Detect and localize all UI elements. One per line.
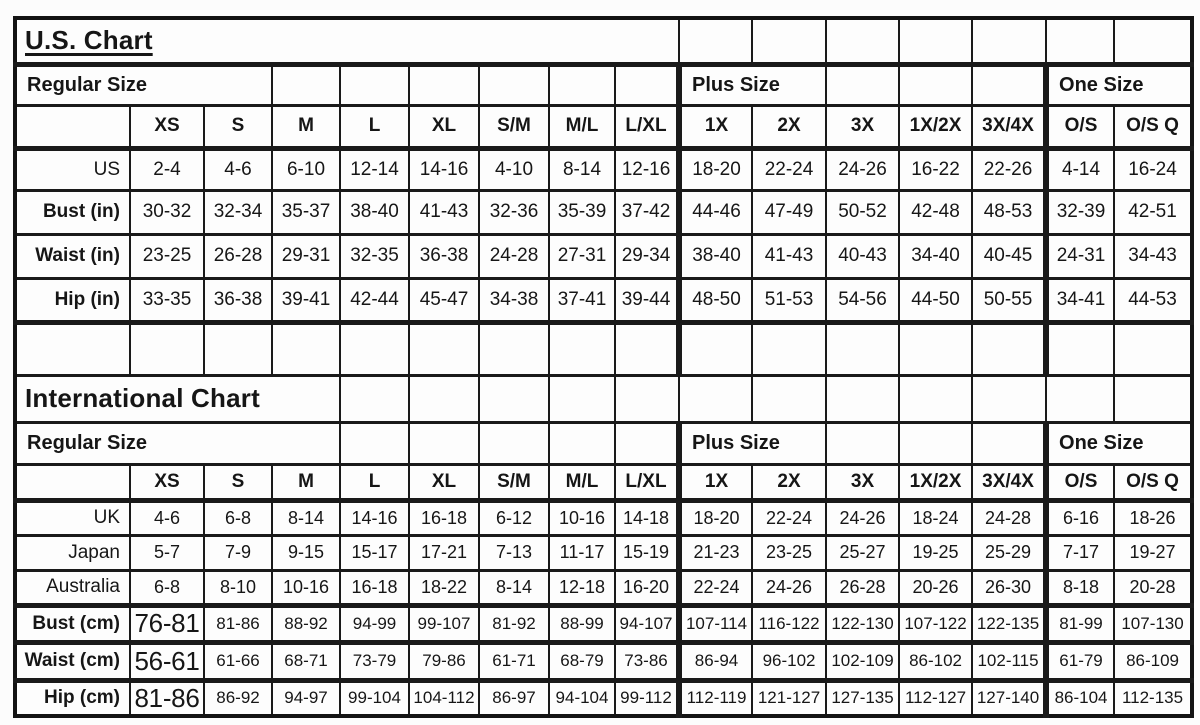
empty-cell <box>15 464 130 500</box>
size-value-cell: 26-30 <box>972 570 1046 605</box>
size-value-cell: 25-29 <box>972 535 1046 570</box>
empty-cell <box>340 64 409 105</box>
section-label-regular-size: Regular Size <box>15 64 272 105</box>
size-value-cell: 16-18 <box>340 570 409 605</box>
size-value-cell: 47-49 <box>752 190 826 234</box>
size-value-cell: 50-52 <box>826 190 899 234</box>
size-value-cell: 127-140 <box>972 680 1046 716</box>
size-value-cell: 37-41 <box>549 278 615 322</box>
size-value-cell: 107-122 <box>899 605 972 642</box>
row-label-uk: UK <box>15 500 130 535</box>
column-header-m: M <box>272 105 340 148</box>
size-value-cell: 39-44 <box>615 278 679 322</box>
size-value-cell: 23-25 <box>752 535 826 570</box>
row-label-waist-in: Waist (in) <box>15 234 130 278</box>
column-header-o-s-q: O/S Q <box>1114 105 1192 148</box>
size-value-cell: 15-17 <box>340 535 409 570</box>
column-header-s: S <box>204 105 272 148</box>
column-header-3x-4x: 3X/4X <box>972 464 1046 500</box>
size-value-cell: 41-43 <box>409 190 479 234</box>
empty-cell <box>204 322 272 375</box>
row-label-bust-cm: Bust (cm) <box>15 605 130 642</box>
empty-cell <box>752 375 826 422</box>
size-value-cell: 102-109 <box>826 642 899 680</box>
data-row-waist-in <box>15 234 1192 278</box>
empty-cell <box>1046 322 1114 375</box>
column-header-o-s: O/S <box>1046 464 1114 500</box>
empty-cell <box>409 322 479 375</box>
column-header-s-m: S/M <box>479 464 549 500</box>
empty-cell <box>899 64 972 105</box>
size-value-cell: 107-114 <box>679 605 752 642</box>
size-value-cell: 81-86 <box>204 605 272 642</box>
size-value-cell: 34-38 <box>479 278 549 322</box>
column-header-3x: 3X <box>826 105 899 148</box>
size-value-cell: 36-38 <box>409 234 479 278</box>
empty-cell <box>679 18 752 64</box>
empty-cell <box>1114 18 1192 64</box>
size-value-cell: 79-86 <box>409 642 479 680</box>
size-value-cell: 18-24 <box>899 500 972 535</box>
size-value-cell: 86-97 <box>479 680 549 716</box>
column-header-l-xl: L/XL <box>615 464 679 500</box>
size-value-cell: 2-4 <box>130 148 204 190</box>
size-value-cell: 96-102 <box>752 642 826 680</box>
chart-title-international-chart: International Chart <box>15 375 340 422</box>
empty-cell <box>549 64 615 105</box>
empty-cell <box>1114 375 1192 422</box>
size-value-cell: 56-61 <box>130 642 204 680</box>
column-header-l-xl: L/XL <box>615 105 679 148</box>
empty-cell <box>15 105 130 148</box>
size-chart-sheet <box>13 16 1194 718</box>
size-value-cell: 61-66 <box>204 642 272 680</box>
column-header-xs: XS <box>130 105 204 148</box>
column-header-o-s: O/S <box>1046 105 1114 148</box>
size-value-cell: 9-15 <box>272 535 340 570</box>
data-row-bust-in <box>15 190 1192 234</box>
empty-cell <box>409 64 479 105</box>
size-value-cell: 99-112 <box>615 680 679 716</box>
empty-cell <box>826 64 899 105</box>
size-value-cell: 41-43 <box>752 234 826 278</box>
empty-cell <box>826 375 899 422</box>
size-value-cell: 22-26 <box>972 148 1046 190</box>
size-value-cell: 99-107 <box>409 605 479 642</box>
size-value-cell: 24-28 <box>972 500 1046 535</box>
size-value-cell: 34-43 <box>1114 234 1192 278</box>
size-value-cell: 16-18 <box>409 500 479 535</box>
size-value-cell: 42-44 <box>340 278 409 322</box>
size-value-cell: 18-22 <box>409 570 479 605</box>
size-value-cell: 8-14 <box>272 500 340 535</box>
empty-cell <box>972 375 1046 422</box>
size-value-cell: 44-53 <box>1114 278 1192 322</box>
size-value-cell: 44-46 <box>679 190 752 234</box>
empty-cell <box>615 64 679 105</box>
empty-cell <box>972 18 1046 64</box>
size-value-cell: 10-16 <box>549 500 615 535</box>
empty-cell <box>549 375 615 422</box>
empty-cell <box>549 322 615 375</box>
size-value-cell: 40-43 <box>826 234 899 278</box>
empty-cell <box>479 375 549 422</box>
size-value-cell: 112-127 <box>899 680 972 716</box>
column-header-xs: XS <box>130 464 204 500</box>
chart-title-row <box>15 375 1192 422</box>
row-label-waist-cm: Waist (cm) <box>15 642 130 680</box>
size-value-cell: 8-14 <box>479 570 549 605</box>
size-value-cell: 94-97 <box>272 680 340 716</box>
size-value-cell: 24-26 <box>752 570 826 605</box>
column-header-m: M <box>272 464 340 500</box>
size-value-cell: 26-28 <box>204 234 272 278</box>
column-header-2x: 2X <box>752 105 826 148</box>
column-header-m-l: M/L <box>549 105 615 148</box>
empty-cell <box>972 322 1046 375</box>
chart-title-u-s-chart: U.S. Chart <box>15 18 679 64</box>
size-value-cell: 4-14 <box>1046 148 1114 190</box>
size-value-cell: 73-86 <box>615 642 679 680</box>
empty-cell <box>15 322 130 375</box>
size-value-cell: 94-107 <box>615 605 679 642</box>
size-value-cell: 10-16 <box>272 570 340 605</box>
section-label-one-size: One Size <box>1046 422 1192 464</box>
column-header-2x: 2X <box>752 464 826 500</box>
size-value-cell: 39-41 <box>272 278 340 322</box>
size-value-cell: 12-16 <box>615 148 679 190</box>
size-value-cell: 18-26 <box>1114 500 1192 535</box>
column-header-1x: 1X <box>679 464 752 500</box>
section-label-one-size: One Size <box>1046 64 1192 105</box>
size-value-cell: 24-28 <box>479 234 549 278</box>
empty-cell <box>752 18 826 64</box>
size-value-cell: 18-20 <box>679 148 752 190</box>
empty-cell <box>615 375 679 422</box>
size-value-cell: 81-86 <box>130 680 204 716</box>
size-value-cell: 7-13 <box>479 535 549 570</box>
size-value-cell: 88-92 <box>272 605 340 642</box>
size-value-cell: 34-40 <box>899 234 972 278</box>
size-value-cell: 107-130 <box>1114 605 1192 642</box>
empty-cell <box>615 422 679 464</box>
size-value-cell: 86-92 <box>204 680 272 716</box>
column-header-xl: XL <box>409 464 479 500</box>
size-value-cell: 116-122 <box>752 605 826 642</box>
size-value-cell: 68-71 <box>272 642 340 680</box>
size-value-cell: 6-12 <box>479 500 549 535</box>
size-chart-body <box>15 18 1192 716</box>
size-value-cell: 88-99 <box>549 605 615 642</box>
column-header-m-l: M/L <box>549 464 615 500</box>
section-label-plus-size: Plus Size <box>679 64 826 105</box>
size-value-cell: 14-16 <box>340 500 409 535</box>
size-value-cell: 99-104 <box>340 680 409 716</box>
size-value-cell: 8-14 <box>549 148 615 190</box>
size-value-cell: 127-135 <box>826 680 899 716</box>
size-value-cell: 19-25 <box>899 535 972 570</box>
size-value-cell: 68-79 <box>549 642 615 680</box>
size-value-cell: 8-10 <box>204 570 272 605</box>
row-label-us: US <box>15 148 130 190</box>
empty-cell <box>479 422 549 464</box>
empty-cell <box>899 322 972 375</box>
data-row-bust-cm <box>15 605 1192 642</box>
column-header-1x-2x: 1X/2X <box>899 464 972 500</box>
size-value-cell: 104-112 <box>409 680 479 716</box>
empty-cell <box>479 322 549 375</box>
size-value-cell: 29-31 <box>272 234 340 278</box>
size-value-cell: 6-8 <box>204 500 272 535</box>
size-value-cell: 86-94 <box>679 642 752 680</box>
size-value-cell: 22-24 <box>679 570 752 605</box>
size-value-cell: 24-26 <box>826 148 899 190</box>
empty-cell <box>549 422 615 464</box>
size-value-cell: 45-47 <box>409 278 479 322</box>
empty-cell <box>340 375 409 422</box>
size-value-cell: 4-10 <box>479 148 549 190</box>
size-value-cell: 14-18 <box>615 500 679 535</box>
size-value-cell: 7-17 <box>1046 535 1114 570</box>
size-value-cell: 35-39 <box>549 190 615 234</box>
size-value-cell: 22-24 <box>752 148 826 190</box>
size-value-cell: 36-38 <box>204 278 272 322</box>
row-label-hip-in: Hip (in) <box>15 278 130 322</box>
size-value-cell: 7-9 <box>204 535 272 570</box>
data-row-australia <box>15 570 1192 605</box>
size-value-cell: 33-35 <box>130 278 204 322</box>
empty-cell <box>272 64 340 105</box>
size-header-row <box>15 105 1192 148</box>
size-value-cell: 29-34 <box>615 234 679 278</box>
size-value-cell: 38-40 <box>679 234 752 278</box>
data-row-hip-in <box>15 278 1192 322</box>
size-value-cell: 19-27 <box>1114 535 1192 570</box>
size-value-cell: 25-27 <box>826 535 899 570</box>
data-row-us <box>15 148 1192 190</box>
data-row-hip-cm <box>15 680 1192 716</box>
empty-cell <box>130 322 204 375</box>
size-value-cell: 38-40 <box>340 190 409 234</box>
size-value-cell: 6-10 <box>272 148 340 190</box>
size-value-cell: 35-37 <box>272 190 340 234</box>
column-header-1x: 1X <box>679 105 752 148</box>
size-value-cell: 17-21 <box>409 535 479 570</box>
size-value-cell: 81-92 <box>479 605 549 642</box>
size-value-cell: 4-6 <box>130 500 204 535</box>
size-value-cell: 48-50 <box>679 278 752 322</box>
column-header-xl: XL <box>409 105 479 148</box>
empty-cell <box>272 322 340 375</box>
size-value-cell: 32-36 <box>479 190 549 234</box>
size-value-cell: 12-14 <box>340 148 409 190</box>
size-value-cell: 21-23 <box>679 535 752 570</box>
empty-cell <box>972 64 1046 105</box>
size-chart-table <box>13 16 1194 718</box>
size-value-cell: 22-24 <box>752 500 826 535</box>
size-value-cell: 16-24 <box>1114 148 1192 190</box>
empty-cell <box>409 422 479 464</box>
size-value-cell: 86-109 <box>1114 642 1192 680</box>
size-value-cell: 14-16 <box>409 148 479 190</box>
size-value-cell: 48-53 <box>972 190 1046 234</box>
empty-cell <box>899 18 972 64</box>
row-label-hip-cm: Hip (cm) <box>15 680 130 716</box>
size-value-cell: 102-115 <box>972 642 1046 680</box>
size-value-cell: 51-53 <box>752 278 826 322</box>
size-value-cell: 27-31 <box>549 234 615 278</box>
empty-cell <box>752 322 826 375</box>
column-header-l: L <box>340 105 409 148</box>
empty-cell <box>899 375 972 422</box>
size-value-cell: 34-41 <box>1046 278 1114 322</box>
size-value-cell: 112-135 <box>1114 680 1192 716</box>
empty-cell <box>1114 322 1192 375</box>
size-value-cell: 6-16 <box>1046 500 1114 535</box>
size-header-row <box>15 464 1192 500</box>
empty-cell <box>340 422 409 464</box>
section-row <box>15 422 1192 464</box>
column-header-1x-2x: 1X/2X <box>899 105 972 148</box>
size-value-cell: 18-20 <box>679 500 752 535</box>
size-value-cell: 112-119 <box>679 680 752 716</box>
size-value-cell: 86-104 <box>1046 680 1114 716</box>
size-value-cell: 32-39 <box>1046 190 1114 234</box>
size-value-cell: 81-99 <box>1046 605 1114 642</box>
size-value-cell: 86-102 <box>899 642 972 680</box>
size-value-cell: 76-81 <box>130 605 204 642</box>
empty-cell <box>615 322 679 375</box>
empty-cell <box>826 422 899 464</box>
row-label-japan: Japan <box>15 535 130 570</box>
row-label-australia: Australia <box>15 570 130 605</box>
empty-cell <box>340 322 409 375</box>
empty-cell <box>479 64 549 105</box>
data-row-waist-cm <box>15 642 1192 680</box>
size-value-cell: 44-50 <box>899 278 972 322</box>
size-value-cell: 24-31 <box>1046 234 1114 278</box>
size-value-cell: 15-19 <box>615 535 679 570</box>
size-value-cell: 50-55 <box>972 278 1046 322</box>
chart-title-row <box>15 18 1192 64</box>
column-header-o-s-q: O/S Q <box>1114 464 1192 500</box>
size-value-cell: 4-6 <box>204 148 272 190</box>
size-value-cell: 54-56 <box>826 278 899 322</box>
empty-cell <box>679 375 752 422</box>
empty-cell <box>899 422 972 464</box>
size-value-cell: 122-135 <box>972 605 1046 642</box>
size-value-cell: 11-17 <box>549 535 615 570</box>
size-value-cell: 16-20 <box>615 570 679 605</box>
spacer-row <box>15 322 1192 375</box>
size-value-cell: 6-8 <box>130 570 204 605</box>
column-header-l: L <box>340 464 409 500</box>
size-value-cell: 122-130 <box>826 605 899 642</box>
section-row <box>15 64 1192 105</box>
size-value-cell: 20-26 <box>899 570 972 605</box>
size-value-cell: 94-104 <box>549 680 615 716</box>
size-value-cell: 121-127 <box>752 680 826 716</box>
size-value-cell: 12-18 <box>549 570 615 605</box>
size-value-cell: 32-35 <box>340 234 409 278</box>
empty-cell <box>826 322 899 375</box>
empty-cell <box>826 18 899 64</box>
size-value-cell: 32-34 <box>204 190 272 234</box>
size-value-cell: 61-79 <box>1046 642 1114 680</box>
size-value-cell: 26-28 <box>826 570 899 605</box>
size-value-cell: 73-79 <box>340 642 409 680</box>
size-value-cell: 16-22 <box>899 148 972 190</box>
section-label-plus-size: Plus Size <box>679 422 826 464</box>
empty-cell <box>1046 18 1114 64</box>
section-label-regular-size: Regular Size <box>15 422 340 464</box>
size-value-cell: 42-48 <box>899 190 972 234</box>
row-label-bust-in: Bust (in) <box>15 190 130 234</box>
size-value-cell: 24-26 <box>826 500 899 535</box>
size-value-cell: 94-99 <box>340 605 409 642</box>
size-value-cell: 30-32 <box>130 190 204 234</box>
size-value-cell: 5-7 <box>130 535 204 570</box>
size-value-cell: 42-51 <box>1114 190 1192 234</box>
column-header-s-m: S/M <box>479 105 549 148</box>
column-header-3x: 3X <box>826 464 899 500</box>
data-row-uk <box>15 500 1192 535</box>
size-value-cell: 23-25 <box>130 234 204 278</box>
empty-cell <box>679 322 752 375</box>
size-value-cell: 37-42 <box>615 190 679 234</box>
data-row-japan <box>15 535 1192 570</box>
column-header-3x-4x: 3X/4X <box>972 105 1046 148</box>
empty-cell <box>1046 375 1114 422</box>
size-value-cell: 20-28 <box>1114 570 1192 605</box>
column-header-s: S <box>204 464 272 500</box>
empty-cell <box>972 422 1046 464</box>
size-value-cell: 61-71 <box>479 642 549 680</box>
size-value-cell: 40-45 <box>972 234 1046 278</box>
size-value-cell: 8-18 <box>1046 570 1114 605</box>
empty-cell <box>409 375 479 422</box>
